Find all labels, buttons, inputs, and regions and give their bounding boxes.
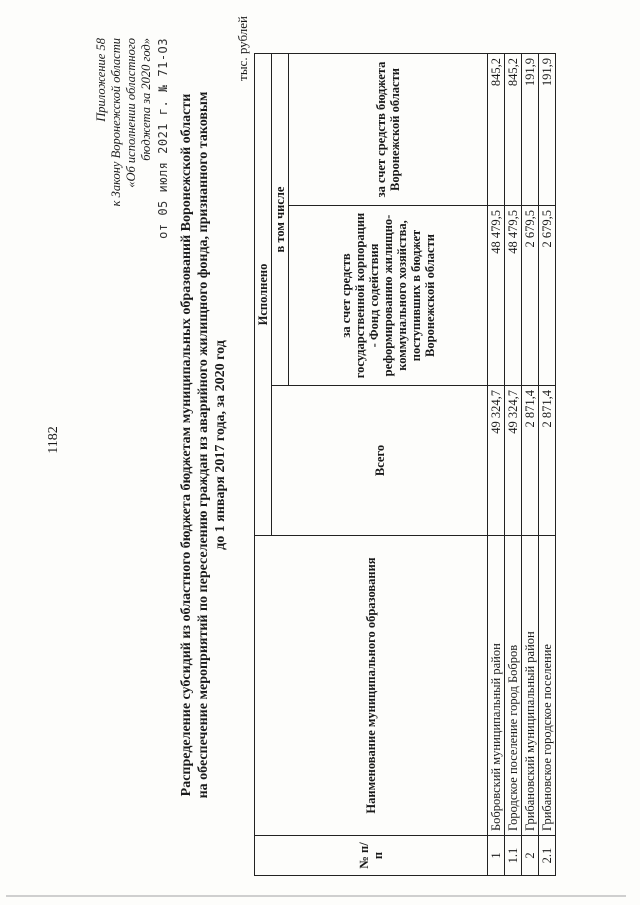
appendix-line: к Закону Воронежской области bbox=[109, 38, 123, 207]
header-name: Наименование муниципального образования bbox=[255, 536, 488, 836]
table-row bbox=[505, 54, 522, 876]
appendix-date-stamp: от 05 июля 2021 г. № 71-ОЗ bbox=[156, 38, 170, 239]
row-fund: 48 479,5 bbox=[488, 206, 505, 386]
row-name: Грибановское городское поселение bbox=[539, 536, 556, 836]
row-total: 49 324,7 bbox=[488, 386, 505, 536]
row-num: 1 bbox=[488, 836, 505, 876]
row-name: Грибановский муниципальный район bbox=[522, 536, 539, 836]
table-row bbox=[539, 54, 556, 876]
header-executed: Исполнено bbox=[255, 54, 272, 536]
row-fund: 2 679,5 bbox=[522, 206, 539, 386]
header-fund: за счет средств государственной корпорации - Фонд содействия реформированию жилищно-коммунального хозяйства, поступивших в бюджет Воронежской области bbox=[289, 206, 488, 386]
header-total: Всего bbox=[272, 386, 488, 536]
row-name: Бобровский муниципальный район bbox=[488, 536, 505, 836]
subsidy-table bbox=[254, 53, 556, 876]
row-regional: 191,9 bbox=[522, 54, 539, 206]
row-regional: 845,2 bbox=[488, 54, 505, 206]
appendix-line: Приложение 58 bbox=[94, 38, 108, 122]
row-name: Городское поселение город Бобров bbox=[505, 536, 522, 836]
appendix-header bbox=[94, 38, 171, 239]
row-total: 2 871,4 bbox=[539, 386, 556, 536]
units-label: тыс. рублей bbox=[235, 16, 250, 81]
scan-edge-mark bbox=[6, 895, 626, 897]
title-line: до 1 января 2017 года, за 2020 год bbox=[213, 340, 228, 550]
page-number: 1182 bbox=[46, 426, 61, 454]
header-including: в том числе bbox=[272, 54, 289, 386]
row-regional: 191,9 bbox=[539, 54, 556, 206]
appendix-line: бюджета за 2020 год» bbox=[139, 38, 153, 161]
title-line: на обеспечение мероприятий по переселению граждан из аварийного жилищного фонда, признанного таковым bbox=[196, 91, 211, 799]
row-fund: 2 679,5 bbox=[539, 206, 556, 386]
header-regional: за счет средств бюджета Воронежской области bbox=[289, 54, 488, 206]
appendix-line: «Об исполнении областного bbox=[124, 38, 138, 188]
row-regional: 845,2 bbox=[505, 54, 522, 206]
row-fund: 48 479,5 bbox=[505, 206, 522, 386]
title-line: Распределение субсидий из областного бюджета бюджетам муниципальных образований Воронежской области bbox=[179, 93, 194, 797]
rotated-document-sheet bbox=[88, 0, 554, 890]
table-row bbox=[522, 54, 539, 876]
document-title bbox=[178, 60, 229, 830]
row-num: 2 bbox=[522, 836, 539, 876]
row-num: 2.1 bbox=[539, 836, 556, 876]
row-num: 1.1 bbox=[505, 836, 522, 876]
row-total: 49 324,7 bbox=[505, 386, 522, 536]
table-row bbox=[488, 54, 505, 876]
header-num: № п/п bbox=[255, 836, 488, 876]
row-total: 2 871,4 bbox=[522, 386, 539, 536]
